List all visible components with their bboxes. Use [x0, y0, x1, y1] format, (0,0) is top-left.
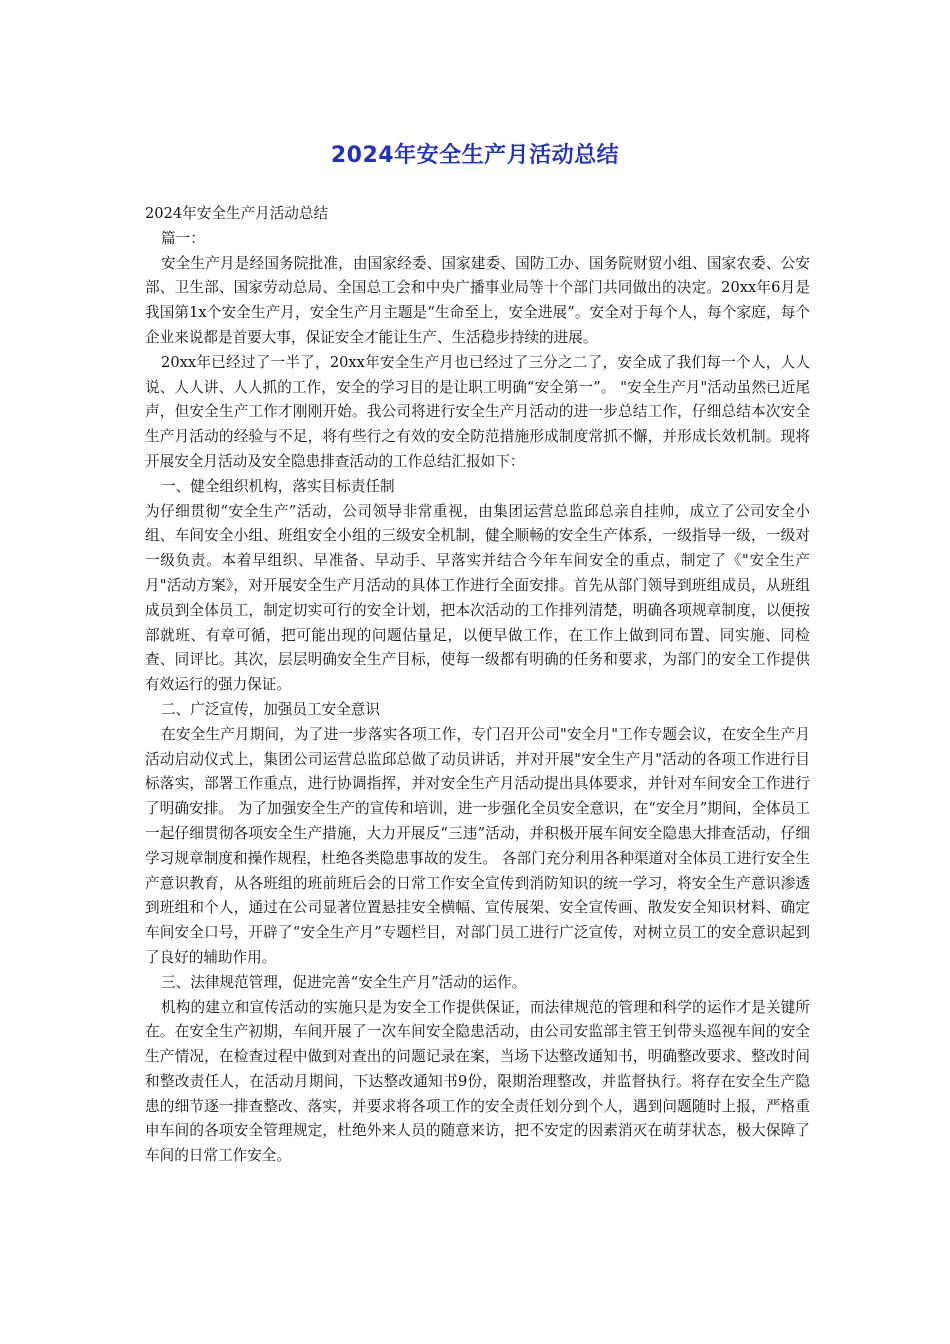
body-heading: 2024年安全生产月活动总结	[145, 205, 329, 222]
paragraph-publicity: 在安全生产月期间，为了进一步落实各项工作，专门召开公司"安全月"工作专题会议，在安全生产月活动启动仪式上，集团公司运营总监邱总做了动员讲话，并对开展"安全生产月"活动的各项工作进行目标落实，部署工作重点，进行协调指挥，并对安全生产月活动提出具体要求，并针对车间安全工作进行了明确安排。 为了加强安全生产的宣传和培训，进一步强化全员安全意识，在“安全月”期间，全体员工一起仔细贯彻各项安全生产措施，大力开展反“三违”活动，并积极开展车间安全隐患大排查活动，仔细学习规章制度和操作规程，杜绝各类隐患事故的发生。 各部门充分利用各种渠道对全体员工进行安全生产意识教育，从各班组的班前班后会的日常工作安全宣传到消防知识的统一学习，将安全生产意识渗透到班组和个人，通过在公司显著位置悬挂安全横幅、宣传展架、安全宣传画、散发安全知识材料、确定车间安全口号，开辟了“安全生产月”专题栏目，对部门员工进行广泛宣传，对树立员工的安全意识起到了良好的辅助作用。	[145, 725, 810, 966]
section-label: 篇一：	[161, 229, 205, 247]
document-body	[145, 202, 810, 1169]
section-heading-1: 一、健全组织机构，落实目标责任制	[161, 477, 395, 495]
paragraph-progress: 20xx年已经过了一半了，20xx年安全生产月也已经过了三分之二了，安全成了我们每一个人，人人说、人人讲、人人抓的工作，安全的学习目的是让职工明确“安全第一”。 "安全生产月"活动虽然已近尾声，但安全生产工作才刚刚开始。我公司将进行安全生产月活动的进一步总结工作，仔细总结本次安全生产月活动的经验与不足，将有些行之有效的安全防范措施形成制度常抓不懈，并形成长效机制。现将开展安全月活动及安全隐患排查活动的工作总结汇报如下：	[145, 353, 810, 470]
section-heading-2: 二、广泛宣传，加强员工安全意识	[161, 700, 380, 718]
paragraph-intro: 安全生产月是经国务院批准，由国家经委、国家建委、国防工办、国务院财贸小组、国家农委、公安部、卫生部、国家劳动总局、全国总工会和中央广播事业局等十个部门共同做出的决定。20xx年6月是我国第1x个安全生产月，安全生产月主题是“生命至上，安全进展”。安全对于每个人，每个家庭，每个企业来说都是首要大事，保证安全才能让生产、生活稳步持续的进展。	[145, 254, 810, 346]
document-title: 2024年安全生产月活动总结	[330, 143, 620, 168]
paragraph-management: 机构的建立和宣传活动的实施只是为安全工作提供保证，而法律规范的管理和科学的运作才是关键所在。在安全生产初期，车间开展了一次车间安全隐患活动，由公司安监部主管王钊带头巡视车间的安全生产情况，在检查过程中做到对查出的问题记录在案，当场下达整改通知书，明确整改要求、整改时间和整改责任人，在活动月期间，下达整改通知书9份，限期治理整改，并监督执行。将存在安全生产隐患的细节逐一排查整改、落实，并要求将各项工作的安全责任划分到个人，遇到问题随时上报，严格重申车间的各项安全管理规定，杜绝外来人员的随意来访，把不安定的因素消灭在萌芽状态，极大保障了车间的日常工作安全。	[145, 998, 810, 1165]
section-heading-3: 三、法律规范管理，促进完善“安全生产月”活动的运作。	[161, 973, 527, 991]
paragraph-organization: 为仔细贯彻“安全生产”活动，公司领导非常重视，由集团运营总监邱总亲自挂帅，成立了公司安全小组、车间安全小组、班组安全小组的三级安全机制，健全顺畅的安全生产体系，一级指导一级，一级对一级负责。本着早组织、早准备、早动手、早落实并结合今年车间安全的重点，制定了《"安全生产月"活动方案》，对开展安全生产月活动的具体工作进行全面安排。首先从部门领导到班组成员，从班组成员到全体员工，制定切实可行的安全计划，把本次活动的工作排列清楚，明确各项规章制度，以便按部就班、有章可循，把可能出现的问题估量足，以便早做工作，在工作上做到同布置、同实施、同检查、同评比。其次，层层明确安全生产目标，使每一级都有明确的任务和要求，为部门的安全工作提供有效运行的强力保证。	[145, 502, 810, 694]
